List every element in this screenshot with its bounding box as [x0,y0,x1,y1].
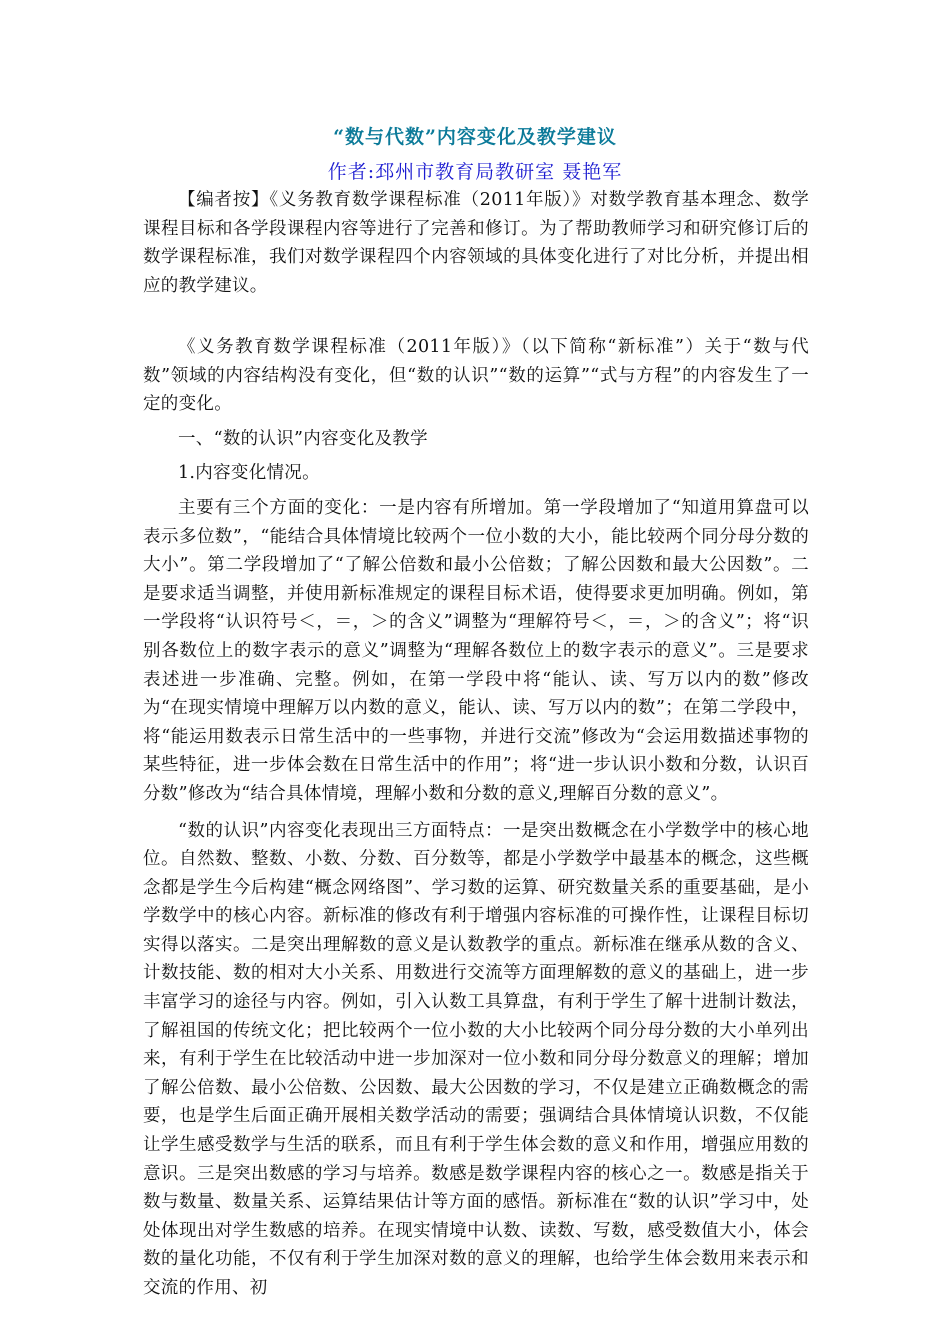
section-heading: 一、“数的认识”内容变化及教学 [178,428,428,449]
editor-note-block [143,186,809,300]
intro-paragraph: 《义务教育数学课程标准（2011年版）》（以下简称“新标准”）关于“数与代数”领域的内容结构没有变化，但“数的认识”“数的运算”“式与方程”的内容发生了一定的变化。 [143,337,809,415]
body-paragraph: “数的认识”内容变化表现出三方面特点：一是突出数概念在小学数学中的核心地位。自然数、整数、小数、分数、百分数等，都是小学数学中最基本的概念，这些概念都是学生今后构建“概念网络图”、学习数的运算、研究数量关系的重要基础，是小学数学中的核心内容。新标准的修改有利于增强内容标准的可操作性，让课程目标切实得以落实。二是突出理解数的意义是认数教学的重点。新标准在继承从数的含义、计数技能、数的相对大小关系、用数进行交流等方面理解数的意义的基础上，进一步丰富学习的途径与内容。例如，引入认数工具算盘，有利于学生了解十进制计数法，了解祖国的传统文化；把比较两个一位小数的大小比较两个同分母分数的大小单列出来，有利于学生在比较活动中进一步加深对一位小数和同分母分数意义的理解；增加了解公倍数、最小公倍数、公因数、最大公因数的学习，不仅是建立正确数概念的需要，也是学生后面正确开展相关数学活动的需要；强调结合具体情境认识数，不仅能让学生感受数学与生活的联系，而且有利于学生体会数的意义和作用，增强应用数的意识。三是突出数感的学习与培养。数感是数学课程内容的核心之一。数感是指关于数与数量、数量关系、运算结果估计等方面的感悟。新标准在“数的认识”学习中，处处体现出对学生数感的培养。在现实情境中认数、读数、写数，感受数值大小，体会数的量化功能，不仅有利于学生加深对数的意义的理解，也给学生体会数用来表示和交流的作用、初 [143,820,809,1298]
document-title: “数与代数”内容变化及教学建议 [333,126,617,148]
document-author: 作者:邳州市教育局教研室 聂艳军 [327,161,623,183]
body-paragraph: 主要有三个方面的变化：一是内容有所增加。第一学段增加了“知道用算盘可以表示多位数”，“能结合具体情境比较两个一位小数的大小，能比较两个同分母分数的大小”。第二学段增加了“了解公倍数和最小公倍数；了解公因数和最大公因数”。二是要求适当调整，并使用新标准规定的课程目标术语，使得要求更加明确。例如，第一学段将“认识符号＜，＝，＞的含义”调整为“理解符号＜，＝，＞的含义”；将“识别各数位上的数字表示的意义”调整为“理解各数位上的数字表示的意义”。三是要求表述进一步准确、完整。例如，在第一学段中将“能认、读、写万以内的数”修改为“在现实情境中理解万以内数的意义，能认、读、写万以内的数”；在第二学段中，将“能运用数表示日常生活中的一些事物，并进行交流”修改为“会运用数描述事物的某些特征，进一步体会数在日常生活中的作用”；将“进一步认识小数和分数，认识百分数”修改为“结合具体情境，理解小数和分数的意义,理解百分数的意义”。 [143,497,809,804]
editor-note-paragraph: 【编者按】《义务教育数学课程标准（2011年版）》对数学教育基本理念、数学课程目标和各学段课程内容等进行了完善和修订。为了帮助教师学习和研究修订后的数学课程标准，我们对数学课程四个内容领域的具体变化进行了对比分析，并提出相应的教学建议。 [143,190,809,296]
main-body [143,333,809,1303]
subsection-heading: 1.内容变化情况。 [178,463,320,484]
